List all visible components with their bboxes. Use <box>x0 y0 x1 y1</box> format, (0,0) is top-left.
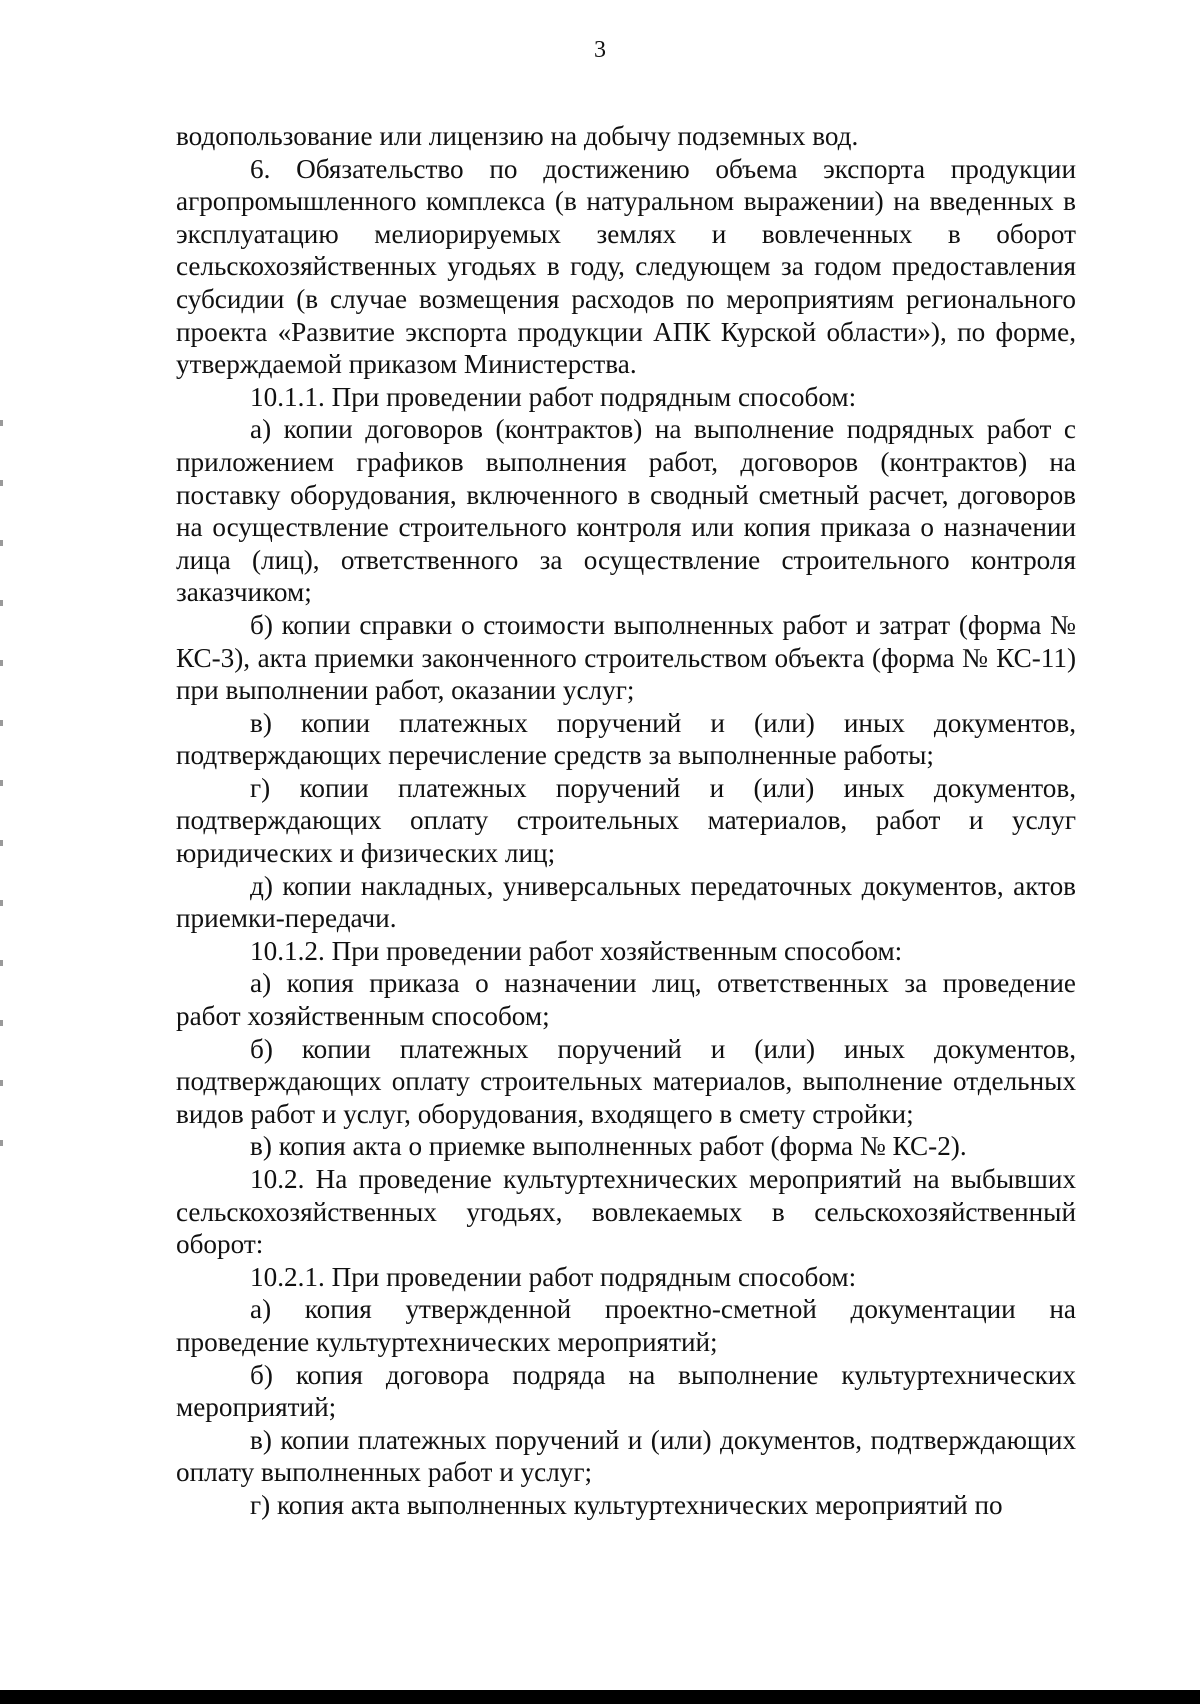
list-item-design-documentation: а) копия утвержденной проектно-сметной документации на проведение культуртехнических мероприятий; <box>176 1294 1076 1357</box>
list-item-ks2-act: в) копия акта о приемке выполненных работ (форма № КС-2). <box>250 1131 967 1162</box>
document-body <box>176 120 1076 1522</box>
section-heading-10-2-1: 10.2.1. При проведении работ подрядным способом: <box>250 1261 857 1292</box>
list-item-payment-orders-services: в) копии платежных поручений и (или) документов, подтверждающих оплату выполненных работ и услуг; <box>176 1424 1076 1488</box>
list-item-payment-orders-transfer: в) копии платежных поручений и (или) иных документов, подтверждающих перечисление средств за выполненные работы; <box>176 707 1076 771</box>
list-item-contracts: а) копии договоров (контрактов) на выполнение подрядных работ с приложением графиков выполнения работ, договоров (контрактов) на поставку оборудования, включенного в сводный сметный расчет, договоров на осуществление строительного контроля или копия приказа о назначении лица (лиц), ответственного за осуществление строительного контроля заказчиком; <box>176 414 1076 608</box>
page-number: 3 <box>594 37 606 63</box>
section-heading-10-1-2: 10.1.2. При проведении работ хозяйственным способом: <box>250 935 903 966</box>
list-item-invoices: д) копии накладных, универсальных передаточных документов, актов приемки-передачи. <box>176 870 1076 934</box>
list-item-order-copy: а) копия приказа о назначении лиц, ответственных за проведение работ хозяйственным способом; <box>176 968 1076 1032</box>
scan-margin-marks <box>0 420 3 1200</box>
list-item-payment-orders-estimate: б) копии платежных поручений и (или) иных документов, подтверждающих оплату строительных материалов, выполнение отдельных видов работ и услуг, оборудования, входящего в смету стройки; <box>176 1033 1076 1129</box>
scan-bottom-edge <box>0 1690 1200 1704</box>
paragraph-export-obligation: 6. Обязательство по достижению объема экспорта продукции агропромышленного комплекса (в натуральном выражении) на введенных в эксплуатацию мелиорируемых землях и вовлеченных в оборот сельскохозяйственных угодьях в году, следующем за годом предоставления субсидии (в случае возмещения расходов по мероприятиям регионального проекта «Развитие экспорта продукции АПК Курской области»), по форме, утверждаемой приказом Министерства. <box>176 153 1076 380</box>
list-item-ks3-certificate: б) копии справки о стоимости выполненных работ и затрат (форма № КС-3), акта приемки законченного строительством объекта (форма № КС-11) при выполнении работ, оказании услуг; <box>176 609 1076 706</box>
paragraph-water-use: водопользование или лицензию на добычу подземных вод. <box>176 121 859 151</box>
list-item-contract-copy: б) копия договора подряда на выполнение культуртехнических мероприятий; <box>176 1359 1076 1423</box>
list-item-act-copy: г) копия акта выполненных культуртехнических мероприятий по <box>250 1489 1003 1520</box>
section-heading-10-2: 10.2. На проведение культуртехнических мероприятий на выбывших сельскохозяйственных угодьях, вовлекаемых в сельскохозяйственный оборот: <box>176 1164 1076 1260</box>
section-heading-10-1-1: 10.1.1. При проведении работ подрядным способом: <box>250 381 857 412</box>
list-item-payment-orders-materials: г) копии платежных поручений и (или) иных документов, подтверждающих оплату строительных материалов, работ и услуг юридических и физических лиц; <box>176 772 1076 869</box>
